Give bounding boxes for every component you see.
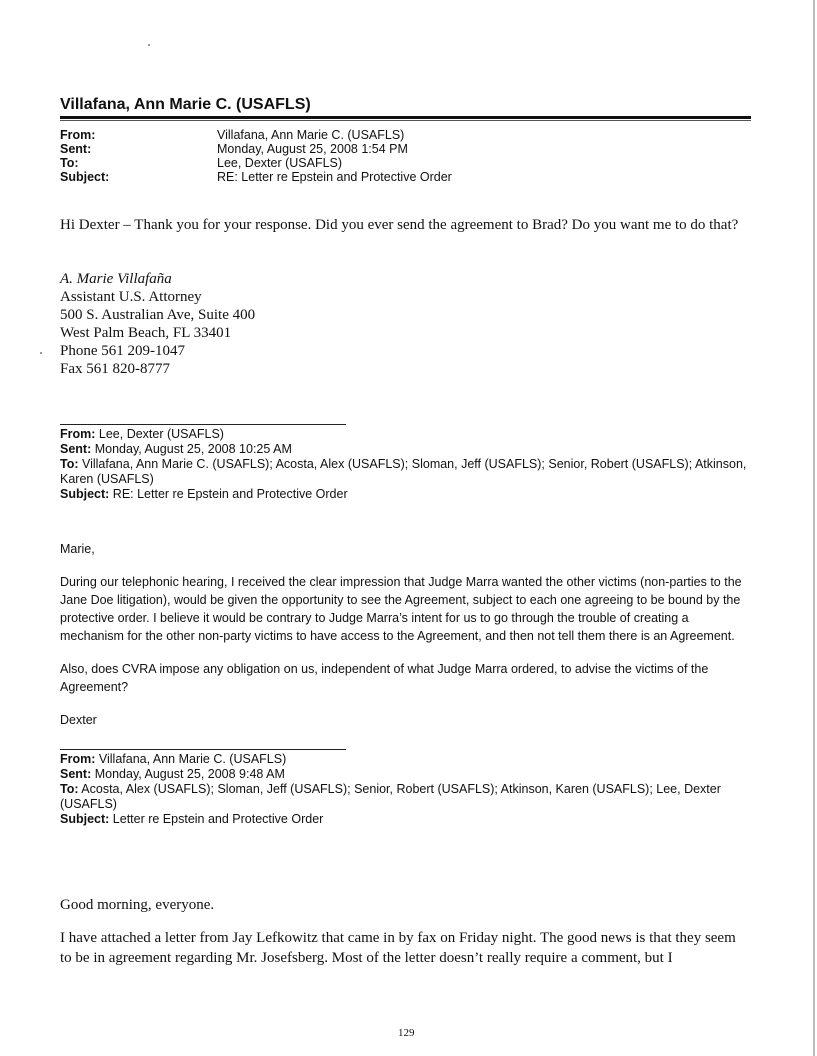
signature-title: Assistant U.S. Attorney [60,289,202,305]
email3-headers [60,752,750,827]
from-label: From: [60,752,96,766]
subject-value: RE: Letter re Epstein and Protective Order [217,170,452,184]
from-value: Lee, Dexter (USAFLS) [95,427,224,441]
signature-name: A. Marie Villafaña [60,271,172,287]
from-label: From: [60,128,96,142]
email1-headers [60,128,452,184]
separator-line [60,424,346,425]
page-edge [813,0,815,1056]
email2-headers [60,427,750,502]
subject-value: RE: Letter re Epstein and Protective Order [109,487,348,501]
signature-address2: West Palm Beach, FL 33401 [60,325,232,341]
signature-block [60,270,255,378]
subject-label: Subject: [60,812,110,826]
sent-label: Sent: [60,142,92,156]
scan-speck [148,44,150,46]
title-rule [60,116,751,119]
subject-label: Subject: [60,487,110,501]
sent-value: Monday, August 25, 2008 1:54 PM [217,142,408,156]
sent-label: Sent: [60,767,92,781]
email-title: Villafana, Ann Marie C. (USAFLS) [60,96,311,113]
from-value: Villafana, Ann Marie C. (USAFLS) [95,752,287,766]
email2-closing: Dexter [60,713,97,727]
to-label: To: [60,457,79,471]
email3-greeting: Good morning, everyone. [60,897,215,913]
to-label: To: [60,782,79,796]
email3-paragraph-1: I have attached a letter from Jay Lefkowitz that came in by fax on Friday night. The good news is that they seem to be in agreement regarding Mr. Josefsberg. Most of the letter doesn’t really require a comment, but I [60,930,736,966]
email2-paragraph-2: Also, does CVRA impose any obligation on us, independent of what Judge Marra ordered, to advise the victims of the Agreement? [60,662,709,694]
from-label: From: [60,427,96,441]
to-value: Villafana, Ann Marie C. (USAFLS); Acosta, Alex (USAFLS); Sloman, Jeff (USAFLS); Senior, Robert (USAFLS); Atkinson, Karen (USAFLS) [60,457,747,486]
sent-label: Sent: [60,442,92,456]
subject-value: Letter re Epstein and Protective Order [109,812,324,826]
from-value: Villafana, Ann Marie C. (USAFLS) [217,128,405,142]
to-value: Acosta, Alex (USAFLS); Sloman, Jeff (USAFLS); Senior, Robert (USAFLS); Atkinson, Karen (USAFLS); Lee, Dexter (USAFLS) [60,782,721,811]
sent-value: Monday, August 25, 2008 10:25 AM [91,442,292,456]
signature-fax: Fax 561 820-8777 [60,361,170,377]
to-label: To: [60,156,79,170]
separator-line [60,749,346,750]
sent-value: Monday, August 25, 2008 9:48 AM [91,767,285,781]
title-rule-thin [60,120,751,121]
signature-phone: Phone 561 209-1047 [60,343,185,359]
to-value: Lee, Dexter (USAFLS) [217,156,343,170]
scan-speck [40,352,42,354]
page-number: 129 [398,1027,415,1039]
subject-label: Subject: [60,170,110,184]
email2-greeting: Marie, [60,542,95,556]
email2-paragraph-1: During our telephonic hearing, I received the clear impression that Judge Marra wanted the other victims (non-parties to the Jane Doe litigation), would be given the opportunity to see the Agreement, subject to each one agreeing to be bound by the protective order. I believe it would be contrary to Judge Marra’s intent for us to go through the trouble of creating a mechanism for the other non-party victims to have access to the Agreement, and then not tell them there is an Agreement. [60,575,742,643]
signature-address1: 500 S. Australian Ave, Suite 400 [60,307,256,323]
email1-body: Hi Dexter – Thank you for your response. Did you ever send the agreement to Brad? Do you want me to do that? [60,217,739,233]
